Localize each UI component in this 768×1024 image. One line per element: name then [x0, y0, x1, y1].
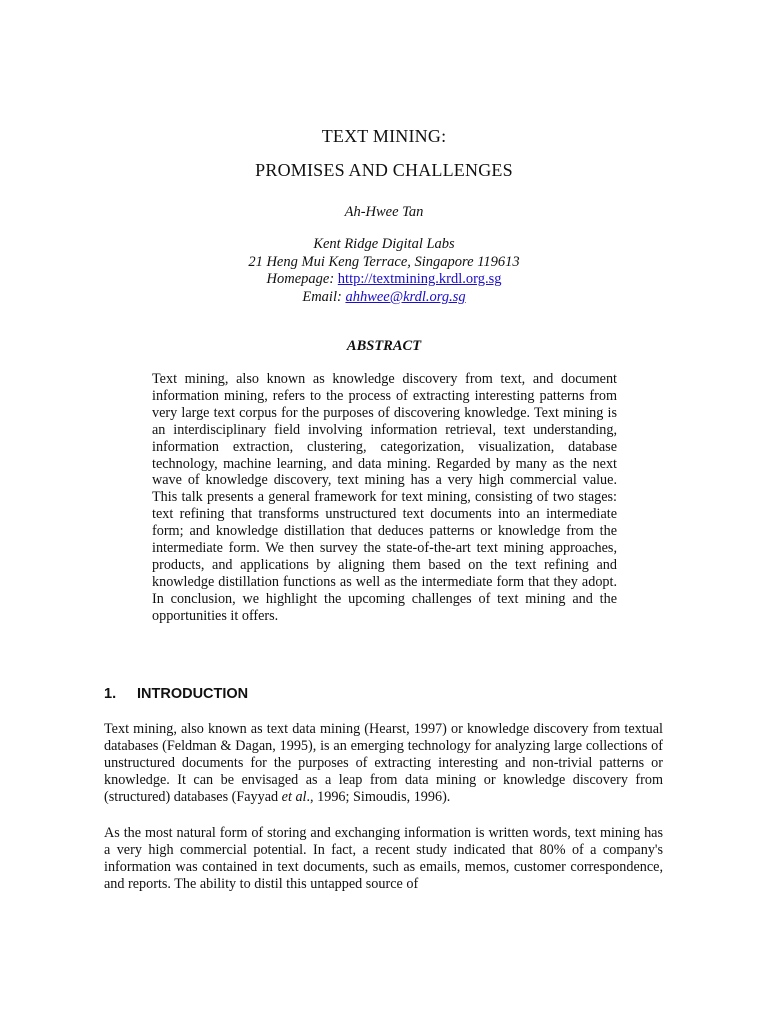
email-label: Email:: [302, 288, 346, 305]
abstract-text: Text mining, also known as knowledge discovery from text, and document information mining, refers to the process of extracting interesting patterns from very large text corpus for the purposes of discovering knowledge. Text mining is an interdisciplinary field involving information retrieval, text understanding, information extraction, clustering, categorization, visualization, database technology, machine learning, and data mining. Regarded by many as the next wave of knowledge discovery, text mining has a very high commercial value. This talk presents a general framework for text mining, consisting of two stages: text refining that transforms unstructured text documents into an intermediate form; and knowledge distillation that deduces patterns or knowledge from the intermediate form. We then survey the state-of-the-art text mining approaches, products, and applications by aligning them based on the text refining and knowledge distillation functions as well as the intermediate form that they adopt. In conclusion, we highlight the upcoming challenges of text mining and the opportunities it offers.: [152, 371, 617, 624]
homepage-link[interactable]: http://textmining.krdl.org.sg: [337, 271, 502, 288]
author-name: Ah-Hwee Tan: [344, 204, 424, 220]
intro-paragraph-1: [104, 721, 663, 806]
intro-paragraph-1-part-b: ., 1996; Simoudis, 1996).: [306, 789, 451, 806]
author-affiliation: [0, 236, 768, 306]
section-title: INTRODUCTION: [137, 686, 249, 702]
section-heading-introduction: [104, 686, 248, 702]
section-number: 1.: [104, 686, 117, 702]
intro-paragraph-2: As the most natural form of storing and exchanging information is written words, text mining has a very high commercial potential. In fact, a recent study indicated that 80% of a company's information was contained in text documents, such as emails, memos, customer correspondence, and reports. The ability to distil this untapped source of: [104, 825, 663, 893]
abstract-heading: ABSTRACT: [346, 338, 422, 354]
intro-paragraph-1-part-a: Text mining, also known as text data mining (Hearst, 1997) or knowledge discovery from textual databases (Feldman & Dagan, 1995), is an emerging technology for analyzing large collections of unstructured documents for the purposes of extracting interesting and non-trivial patterns or knowledge. It can be envisaged as a leap from data mining or knowledge discovery from (structured) databases (Fayyad: [104, 721, 663, 806]
homepage-line: [0, 271, 768, 289]
email-link[interactable]: ahhwee@krdl.org.sg: [345, 288, 466, 305]
intro-paragraph-1-etal: et al: [281, 789, 307, 806]
paper-title-line-1: TEXT MINING:: [321, 126, 447, 146]
homepage-label: Homepage:: [266, 271, 338, 288]
affiliation-address: 21 Heng Mui Keng Terrace, Singapore 119613: [248, 253, 520, 270]
affiliation-org: Kent Ridge Digital Labs: [313, 236, 455, 252]
email-line: [0, 289, 768, 307]
paper-title-line-2: PROMISES AND CHALLENGES: [255, 160, 513, 180]
